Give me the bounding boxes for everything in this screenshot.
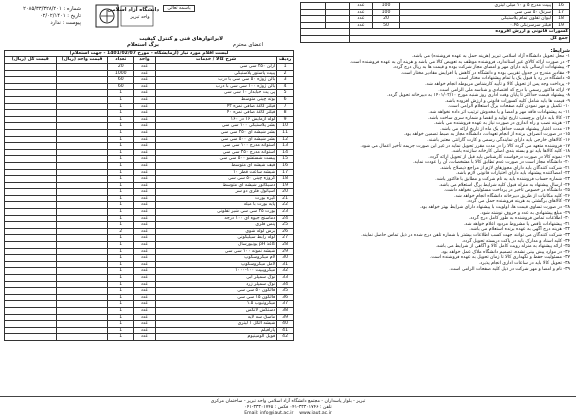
table-row: 32 میکروپیپت ۱۰۰-۱۰۰۰ عدد 1 — [5, 268, 294, 275]
letter-date — [11, 13, 81, 19]
table-row: 40 شیشه الکل ۱ لیتری عدد 1 — [5, 321, 294, 328]
condition-item: ۲۱- شرکت کنندگان باید دارای مجوزهای لازم از مراجع ذیصلاح باشند. — [439, 165, 570, 171]
table-row: 22 پایه بورت با میله عدد 1 — [5, 202, 294, 209]
table-row: 24 دماسنج جیوه ای ۱۰۰ درجه عدد 1 — [5, 215, 294, 222]
table-row: 8 فیلتر کاغذ صافی نمره ۴۰ عدد 1 — [5, 110, 294, 117]
table-row: 11 بشر شیشه ای ۲۵۰ سی سی عدد 1 — [5, 129, 294, 136]
condition-item: ۳۵- ارائه پیشنهاد به منزله رویت کامل کالا و آگاهی از شرایط می باشد. — [435, 244, 570, 250]
table-row: 29 شیشه نمونه ۱۰۰ سی سی عدد 1 — [5, 248, 294, 255]
table-caption: لیست اقلام مورد نیاز (آزمایشگاه - مورخ 1401/02/07 - جهت استعلام) — [4, 50, 294, 56]
top-items-table — [300, 2, 570, 43]
condition-item: ۳۴- کلیه اسناد و مدارک باید در پاکت دربسته تحویل گردد. — [461, 238, 570, 244]
condition-item: ۳۱- پیشنهادات ناقص یا مشروط مردود اعلام خواهد شد. — [463, 221, 570, 227]
table-row: 37 میکروتیوب ۱.۵ عدد 1 — [5, 301, 294, 308]
table-row: 31 لامل میکروسکوپ عدد 1 — [5, 261, 294, 268]
footer-website[interactable]: www.iaut.ac.ir — [299, 411, 332, 416]
col-header-total: قیمت کل (ریال) — [5, 57, 57, 64]
col-header-unit: واحد — [134, 57, 156, 64]
table-row: 4 بالن ژوژه ۱۰۰ سی سی با درب عدد 60 — [5, 83, 294, 90]
table-row: 38 دستکش لاتکس عدد 1 — [5, 307, 294, 314]
condition-item: ۱- محل تحویل دانشگاه آزاد اسلامی تبریز (هزینه حمل به عهده فروشنده) می باشد. — [411, 54, 570, 59]
condition-item: ۵- دانشگاه در رد یا قبول یک یا تمام پیشنهادات مختار است. — [457, 76, 570, 82]
condition-item: ۲۳- شماره حساب فروشنده باید به نام شرکت و مطابق با فاکتور باشد. — [435, 177, 570, 183]
condition-item: ۴- مقادیر مندرج در جدول تقریبی بوده و دانشگاه در کاهش یا افزایش مقادیر مختار است. — [400, 70, 570, 76]
col-header-row: ردیف — [277, 57, 294, 64]
table-row: 26 برس لوله شوی عدد 2 — [5, 228, 294, 235]
condition-item: ۱۸- کلیه کالاها باید نو و بسته بندی اصلی کارخانه سازنده باشد. — [451, 149, 570, 155]
condition-item: ۲۴- ارسال پیشنهاد به منزله قبول کلیه شرایط برگ استعلام می باشد. — [438, 182, 570, 188]
table-row: 10 بشر پلاستیکی ۱۰۰ سی سی عدد 1 — [5, 123, 294, 130]
table-row: 28 کاغذ pH یونیورسال عدد 1 — [5, 242, 294, 249]
table-header-row — [5, 57, 294, 64]
table-row: 18 لیوان تفلون تمام پلاستیکی 20 عدد — [301, 16, 570, 23]
stamp-box: یاسمه تعالی — [163, 5, 195, 12]
table-row: 36 فالکون ۱۵ سی سی عدد 1 — [5, 294, 294, 301]
attachment-label: پیوست : — [62, 20, 81, 26]
subject-title: برگ استعلام — [127, 42, 159, 48]
condition-item: ۶- پرداخت وجه پس از تحویل کالا و تأیید کارشناس مربوطه انجام خواهد شد. — [425, 81, 570, 87]
table-row: 6 بوته چینی متوسط عدد 1 — [5, 96, 294, 103]
condition-item: ۳۶- در موارد پیش بینی نشده، تصمیم دانشگاه ملاک عمل خواهد بود. — [440, 249, 570, 255]
condition-item: ۲۶- کلیه مکاتبات از طریق دبیرخانه دانشگاه انجام خواهد شد. — [454, 193, 570, 199]
footer-divider — [0, 396, 576, 397]
table-row: 15 پیست شستشو ۵۰۰ سی سی عدد 1 — [5, 156, 294, 163]
table-footer-row: جمع کل — [301, 35, 570, 42]
condition-item: ۳۷- مسئولیت حفظ و نگهداری کالا تا زمان تحویل به عهده فروشنده است. — [429, 255, 570, 261]
table-row: 12 بشر شیشه ای ۵۰۰ سی سی عدد 1 — [5, 136, 294, 143]
table-row: 27 لوله رابط سیلیکونی عدد 1 — [5, 235, 294, 242]
table-row: 41 پارافیلم عدد 1 — [5, 327, 294, 334]
table-row: 35 فالکون ۵۰ سی سی عدد 1 — [5, 288, 294, 295]
university-branch: واحد تبریز — [130, 15, 150, 20]
table-row: 14 استوانه مدرج ۲۵۰ سی سی عدد 1 — [5, 149, 294, 156]
table-row: 21 گیره بورت عدد 1 — [5, 195, 294, 202]
recipient: اعضای محترم — [232, 42, 263, 48]
letter-attachment — [11, 20, 81, 26]
condition-item: ۱۷- فروشنده متعهد می گردد کالا را در مدت مقرر تحویل نماید در غیر این صورت جریمه تأخیر اعمال می شود. — [360, 143, 570, 149]
condition-item: ۳۲- هزینه درج آگهی به عهده برنده استعلام می باشد. — [469, 227, 570, 233]
col-header-unit-price: قیمت واحد (ریال) — [56, 57, 108, 64]
footer-address: تبریز - بلوار پاسداران - مجتمع دانشگاه آزاد اسلامی واحد تبریز - ساختمان مرکزی — [210, 399, 366, 404]
condition-item: ۲۸- در صورت تساوی قیمت ها، اولویت با پیشنهاد دارای شرایط بهتر خواهد بود. — [419, 205, 570, 211]
condition-item: ۱۵- در صورت انصراف برنده از انجام تعهدات، دانشگاه مجاز به ضبط تضمین خواهد بود. — [403, 132, 570, 138]
condition-item: ۱۲- کالا باید دارای برچسب تاریخ تولید و انقضا و شماره سری ساخت باشد. — [427, 115, 570, 121]
condition-item: ۲۵- دانشگاه در خصوص تاخیر در پرداخت مسئولیتی نخواهد داشت. — [443, 188, 570, 194]
table-row: 34 نوک سمپلر زرد عدد 1 — [5, 281, 294, 288]
condition-item: ۱۰- تکمیل و مهر نمودن کلیه صفحات برگ استعلام الزامی است. — [447, 104, 570, 110]
table-row: 13 استوانه مدرج ۱۰۰ سی سی عدد 1 — [5, 143, 294, 150]
table-row: 3 بالن ژوژه ۵۰ سی سی با درب عدد 60 — [5, 77, 294, 84]
condition-item: ۱۹- نمونه کالا در صورت درخواست کارشناس باید قبل از تحویل ارائه گردد. — [428, 154, 570, 160]
condition-item: ۲- در صورت ارائه کالای غیر استاندارد، فروشنده موظف به تعویض کالا می باشد و هزینه آن به عهده فروشنده است. — [349, 59, 570, 65]
condition-item: ۱۱- به پیشنهادات فاقد مهر و امضا و یا مخدوش ترتیب اثر داده نخواهد شد. — [428, 109, 570, 115]
table-row: 33 نوک سمپلر آبی عدد 1 — [5, 275, 294, 282]
table-row: 17 شیشه ساعت قطر ۱۰ عدد 1 — [5, 169, 294, 176]
table-row: 17 سرنگ ۵۰ سی سی 100 عدد — [301, 9, 570, 16]
table-row: 5 پی پت حبابدار ۱۰ سی سی عدد 1 — [5, 90, 294, 97]
main-items-table — [4, 50, 294, 341]
table-row: 19 فیلتر سرسرنگی ۰.۴۵ 50 عدد — [301, 22, 570, 29]
col-header-item: شرح کالا / خدمات — [155, 57, 276, 64]
table-row: 7 فیلتر کاغذ صافی نمره ۴۲ عدد 1 — [5, 103, 294, 110]
university-name: دانشگاه آزاد اسلامی — [107, 7, 159, 13]
number-label: شماره : — [63, 6, 81, 12]
conditions-title: شرایط: — [550, 48, 570, 54]
attachment-value: ندارد — [50, 20, 61, 26]
conditions-block — [300, 48, 570, 388]
footer-phones: تلفن : ۳۳۳۰۱۷۴۶-۰۴۱ فکس : ۳۳۳۰۱۷۴۵-۰۴۱ — [244, 405, 332, 410]
condition-item: ۲۷- کالاهای برگشتی به هزینه فروشنده حمل می گردد. — [466, 199, 570, 205]
condition-item: ۳۸- تحویل کالا باید در ساعات اداری انجام پذیرد. — [478, 260, 570, 266]
condition-item: ۲۲- امضاکننده پیشنهاد باید دارای اختیارات قانونی لازم باشد. — [455, 171, 570, 177]
table-row: 42 فویل آلومینیوم عدد 1 — [5, 334, 294, 341]
table-row: 39 ماسک سه لایه عدد 1 — [5, 314, 294, 321]
condition-item: ۳۹- نام و امضا و مهر شرکت در ذیل کلیه صفحات الزامی است. — [449, 266, 570, 272]
table-row: 23 بورت ۲۵ سی سی شیر تفلونی عدد 1 — [5, 209, 294, 216]
condition-item: ۲۰- دانشگاه مجاز است در صورت عدم تطابق کالا با مشخصات، آن را عودت نماید. — [412, 160, 570, 166]
condition-item: ۱۶- کالاهای خارجی باید دارای نمایندگی رسمی و کارت گارانتی معتبر باشند. — [427, 137, 570, 143]
table-row: 2 پیپت پاستور پلاستیکی عدد 1000 — [5, 70, 294, 77]
table-row: 20 اسپاتول فلزی دو سر عدد 1 — [5, 189, 294, 196]
condition-item: ۹- قیمت ها باید شامل کلیه کسورات قانونی و ارزش افزوده باشد. — [444, 98, 570, 104]
table-row: 25 پنس فلزی عدد 1 — [5, 222, 294, 229]
condition-item: ۲۹- مبلغ پیشنهادی به عدد و حروف نوشته شود. — [480, 210, 570, 216]
condition-item: ۷- ارائه فاکتور رسمی با درج کد اقتصادی و شناسه ملی الزامی است. — [438, 87, 570, 93]
table-row: 16 قیف شیشه ای متوسط عدد 1 — [5, 162, 294, 169]
condition-item: ۸- پیشنهاد قیمت حداکثر تا پایان وقت اداری روز شنبه مورخ ۱۴۰۱/۰۲/۱۰ به دبیرخانه تحویل گردد. — [386, 93, 570, 99]
table-row: 16 پیپت مدرج ۵ و ۱۰ میلی لیتری 100 عدد — [301, 3, 570, 10]
table-footer-row: کسورات قانونی و ارزش افزوده — [301, 29, 570, 36]
date-label: تاریخ : — [67, 13, 81, 19]
table-row: 1 ارلن ۲۵۰ سی سی عدد 20 — [5, 64, 294, 71]
condition-item: ۳۰- اطلاعات تماس فروشنده به طور کامل درج گردد. — [468, 216, 570, 222]
department-title: لابراتوارهای فنی و کنترل کیفیت — [139, 36, 223, 42]
condition-item: ۱۳- هزینه نصب و راه اندازی در صورت نیاز به عهده فروشنده می باشد. — [433, 121, 570, 127]
number-value: ۲۰۸۵/۳۳/۳۲۸/۲۰۱ — [23, 6, 62, 12]
footer-web — [10, 411, 566, 416]
letter-number — [11, 6, 81, 12]
conditions-list — [300, 54, 570, 272]
table-row: 30 لام میکروسکوپ عدد 1 — [5, 255, 294, 262]
col-header-qty: تعداد — [108, 57, 134, 64]
date-value: ۰۲/۰۲/۱۴۰۱ — [39, 13, 66, 19]
table-row: 9 لوله آزمایش ۱۶ در ۱۶۰ عدد 1 — [5, 116, 294, 123]
table-row: 19 دسیکاتور شیشه ای متوسط عدد 1 — [5, 182, 294, 189]
condition-item: ۱۴- مدت اعتبار پیشنهاد قیمت حداقل یک ماه از تاریخ ارائه می باشد. — [440, 126, 570, 132]
footer-email[interactable]: Email: info@iaut.ac.ir — [244, 411, 294, 416]
condition-item: ۳۳- شرکت کنندگان می توانند جهت کسب اطلاعات بیشتر با شماره تلفن درج شده در ذیل تماس حاصل نمایند. — [361, 233, 570, 238]
table-row: 18 کروزه چینی ۵۰ سی سی عدد 1 — [5, 176, 294, 183]
condition-item: ۳- پیشنهادات ارسالی باید دارای مهر و امضای مجاز شرکت بوده و قیمت ها به ریال درج گردد. — [392, 65, 570, 71]
